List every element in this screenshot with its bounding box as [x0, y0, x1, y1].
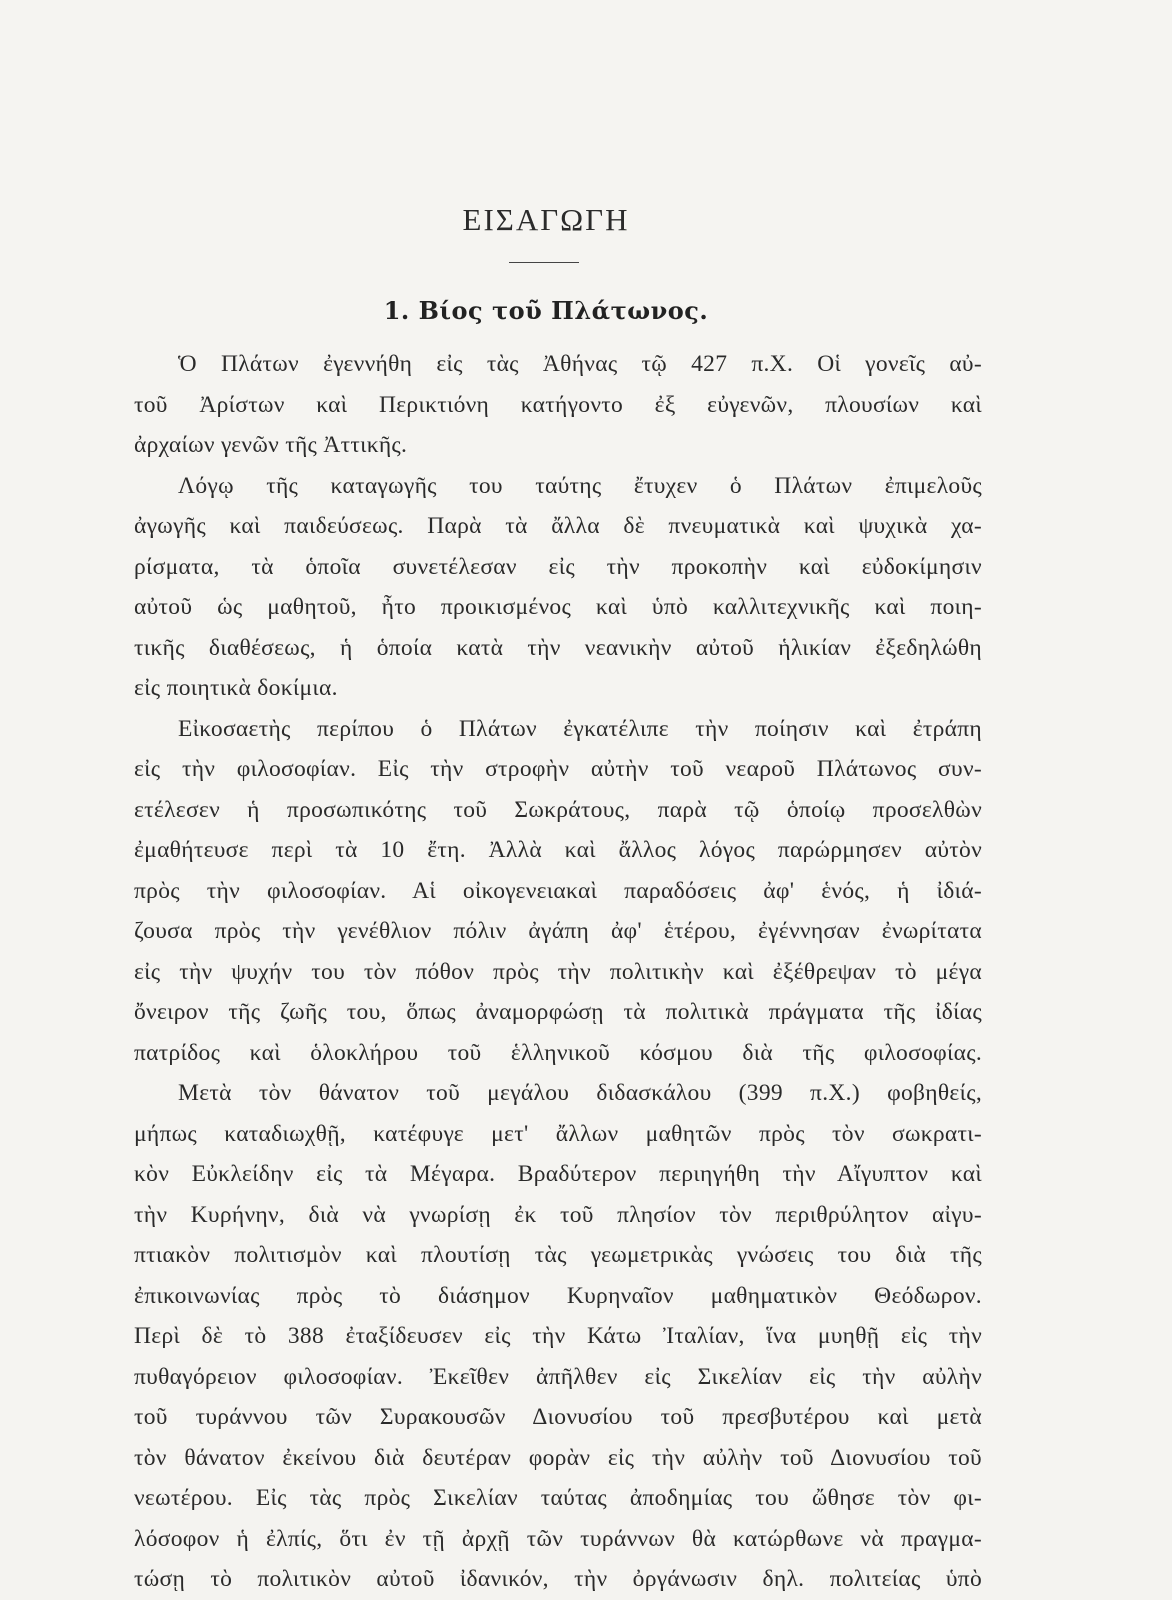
text-line: πτιακὸν πολιτισμὸν καὶ πλουτίσῃ τὰς γεωμετρικὰς γνώσεις του διὰ τῆς: [134, 1242, 982, 1268]
text-line: ἀγωγῆς καὶ παιδεύσεως. Παρὰ τὰ ἄλλα δὲ πνευματικὰ καὶ ψυχικὰ χα-: [134, 513, 982, 539]
title-divider: [509, 262, 579, 263]
text-line: ετέλεσεν ἡ προσωπικότης τοῦ Σωκράτους, παρὰ τῷ ὁποίῳ προσελθὼν: [134, 796, 982, 823]
text-line: ἐπικοινωνίας πρὸς τὸ διάσημον Κυρηναῖον μαθηματικὸν Θεόδωρον.: [134, 1282, 982, 1309]
text-line: ζουσα πρὸς τὴν γενέθλιον πόλιν ἀγάπη ἀφ' ἑτέρου, ἐγέννησαν ἐνωρίτατα: [134, 918, 982, 944]
text-line: τώσῃ τὸ πολιτικὸν αὐτοῦ ἰδανικόν, τὴν ὀργάνωσιν δηλ. πολιτείας ὑπὸ: [134, 1566, 982, 1592]
text-line: τικῆς διαθέσεως, ἡ ὁποία κατὰ τὴν νεανικὴν αὐτοῦ ἡλικίαν ἐξεδηλώθη: [134, 634, 982, 661]
body-text: [134, 344, 982, 1600]
chapter-title: ΕΙΣΑΓΩΓΗ: [462, 202, 630, 237]
text-line: τοῦ τυράννου τῶν Συρακουσῶν Διονυσίου τοῦ πρεσβυτέρου καὶ μετὰ: [134, 1404, 982, 1430]
text-line: μήπως καταδιωχθῇ, κατέφυγε μετ' ἄλλων μαθητῶν πρὸς τὸν σωκρατι-: [134, 1120, 982, 1147]
text-line: λόσοφον ἡ ἐλπίς, ὅτι ἐν τῇ ἀρχῇ τῶν τυράννων θὰ κατώρθωνε νὰ πραγμα-: [134, 1525, 982, 1552]
text-line: πυθαγόρειον φιλοσοφίαν. Ἐκεῖθεν ἀπῆλθεν εἰς Σικελίαν εἰς τὴν αὐλὴν: [134, 1363, 982, 1390]
text-line: Εἰκοσαετὴς περίπου ὁ Πλάτων ἐγκατέλιπε τὴν ποίησιν καὶ ἐτράπη: [178, 715, 982, 742]
text-line: ἐμαθήτευσε περὶ τὰ 10 ἔτη. Ἀλλὰ καὶ ἄλλος λόγος παρώρμησεν αὐτὸν: [134, 837, 982, 863]
text-line: εἰς τὴν ψυχήν του τὸν πόθον πρὸς τὴν πολιτικὴν καὶ ἐξέθρεψαν τὸ μέγα: [134, 958, 982, 985]
text-line: τοῦ Ἀρίστων καὶ Περικτιόνη κατήγοντο ἐξ εὐγενῶν, πλουσίων καὶ: [134, 391, 982, 418]
text-line: κὸν Εὐκλείδην εἰς τὰ Μέγαρα. Βραδύτερον περιηγήθη τὴν Αἴγυπτον καὶ: [134, 1161, 982, 1187]
text-line: ρίσματα, τὰ ὁποῖα συνετέλεσαν εἰς τὴν προκοπὴν καὶ εὐδοκίμησιν: [134, 553, 982, 580]
text-line: εἰς τὴν φιλοσοφίαν. Εἰς τὴν στροφὴν αὐτὴν τοῦ νεαροῦ Πλάτωνος συν-: [134, 756, 982, 782]
text-line: αὐτοῦ ὡς μαθητοῦ, ἦτο προικισμένος καὶ ὑπὸ καλλιτεχνικῆς καὶ ποιη-: [134, 594, 982, 620]
text-line: πατρίδος καὶ ὁλοκλήρου τοῦ ἑλληνικοῦ κόσμου διὰ τῆς φιλοσοφίας.: [134, 1039, 982, 1066]
text-line: Μετὰ τὸν θάνατον τοῦ μεγάλου διδασκάλου (399 π.Χ.) φοβηθείς,: [178, 1080, 982, 1106]
text-line: Λόγῳ τῆς καταγωγῆς του ταύτης ἔτυχεν ὁ Πλάτων ἐπιμελοῦς: [178, 472, 982, 499]
text-line: τὸν θάνατον ἐκείνου διὰ δευτέραν φορὰν εἰς τὴν αὐλὴν τοῦ Διονυσίου τοῦ: [134, 1444, 982, 1471]
section-heading: 1. Βίος τοῦ Πλάτωνος.: [383, 296, 709, 325]
text-line: ὄνειρον τῆς ζωῆς του, ὅπως ἀναμορφώσῃ τὰ πολιτικὰ πράγματα τῆς ἰδίας: [134, 999, 982, 1025]
text-line: εἰς ποιητικὰ δοκίμια.: [134, 675, 338, 701]
text-line: πρὸς τὴν φιλοσοφίαν. Αἱ οἰκογενειακαὶ παραδόσεις ἀφ' ἑνός, ἡ ἰδιά-: [134, 877, 982, 904]
text-line: ἀρχαίων γενῶν τῆς Ἀττικῆς.: [134, 432, 408, 458]
text-line: νεωτέρου. Εἰς τὰς πρὸς Σικελίαν ταύτας ἀποδημίας του ὤθησε τὸν φι-: [134, 1485, 982, 1511]
text-line: Ὁ Πλάτων ἐγεννήθη εἰς τὰς Ἀθήνας τῷ 427 π.Χ. Οἱ γονεῖς αὐ-: [178, 351, 982, 377]
text-line: τὴν Κυρήνην, διὰ νὰ γνωρίσῃ ἐκ τοῦ πλησίον τὸν περιθρύλητον αἰγυ-: [134, 1201, 982, 1228]
text-line: Περὶ δὲ τὸ 388 ἐταξίδευσεν εἰς τὴν Κάτω Ἰταλίαν, ἵνα μυηθῇ εἰς τὴν: [134, 1323, 982, 1349]
